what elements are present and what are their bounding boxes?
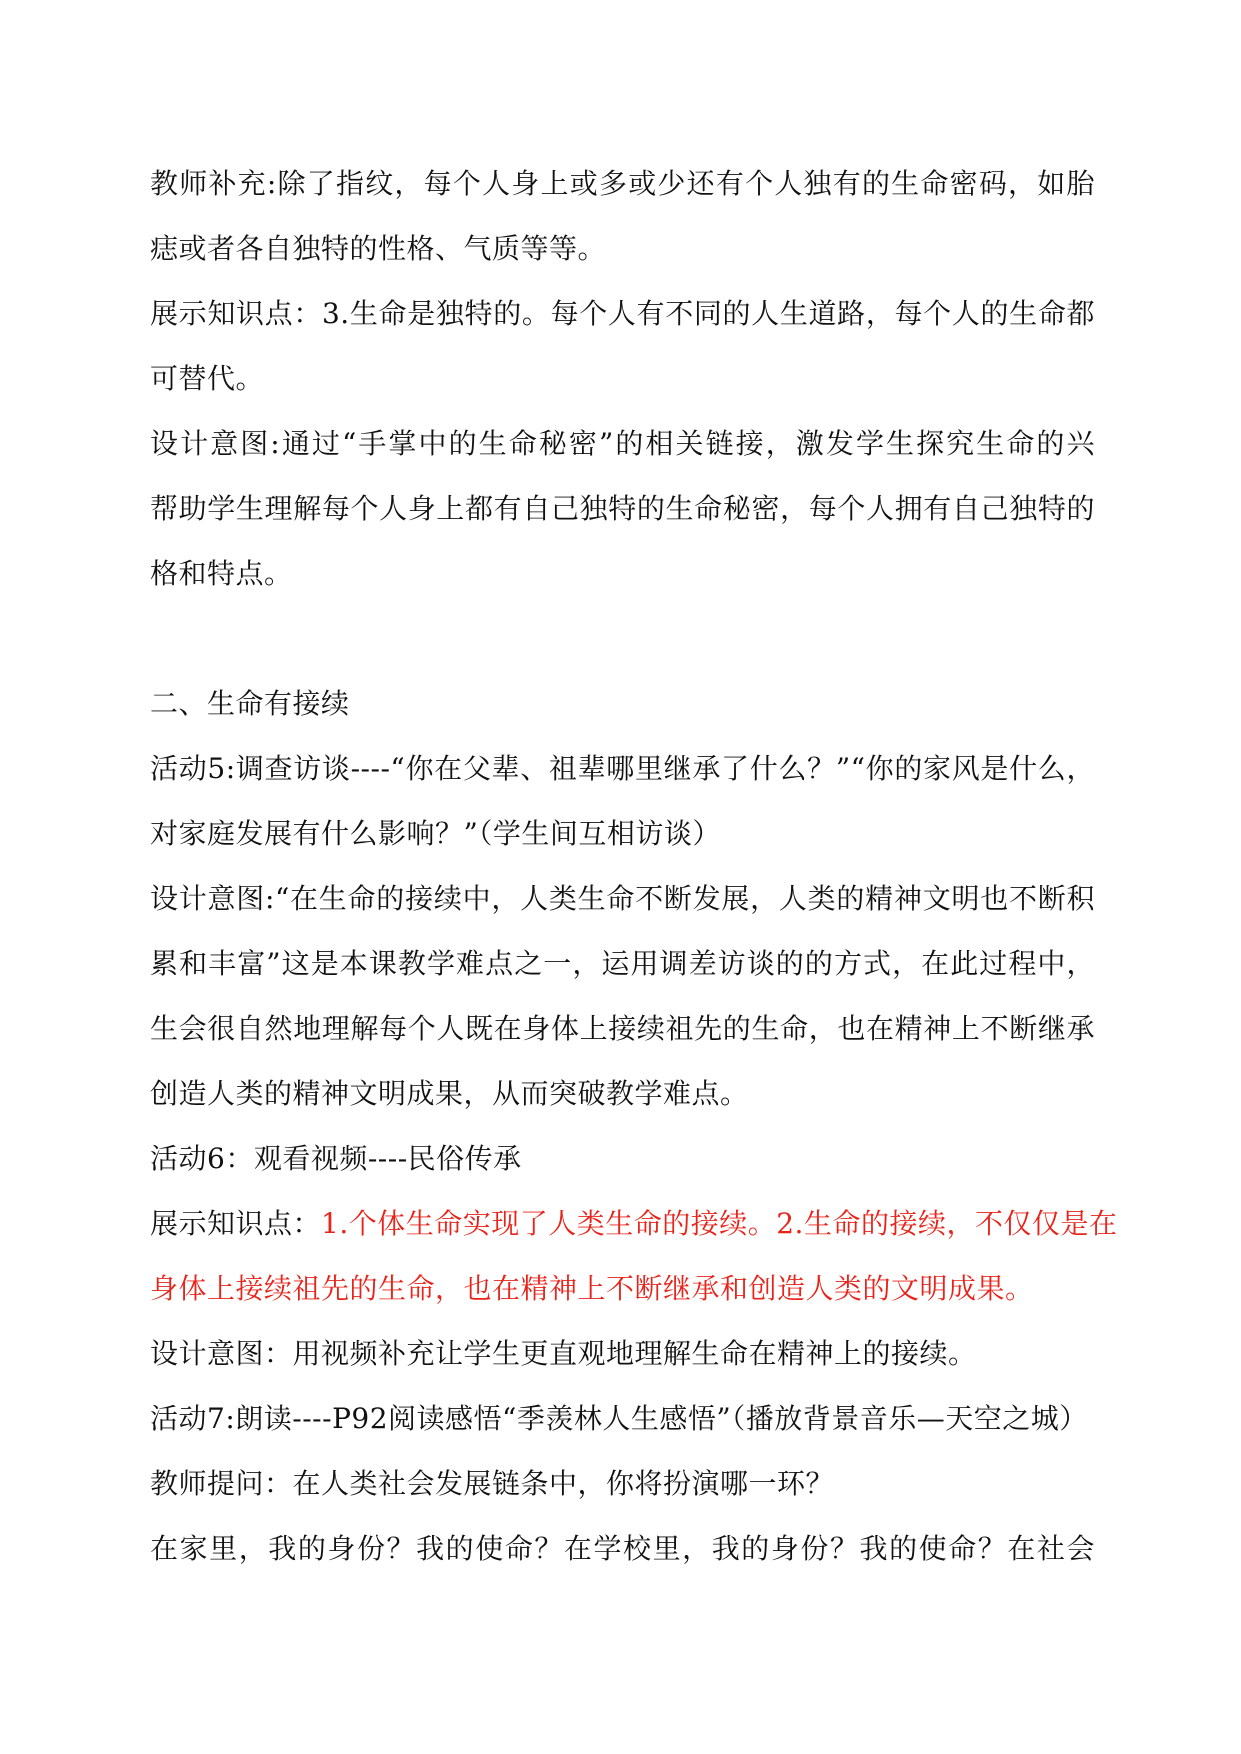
design-intent-2-line-2: 累和丰富”这是本课教学难点之一，运用调差访谈的的方式，在此过程中， xyxy=(150,947,1095,980)
knowledge-point-highlight-1: 1.个体生命实现了人类生命的接续。2.生命的接续，不仅仅是在 xyxy=(321,1207,1118,1240)
identity-mission-line: 在家里，我的身份？我的使命？在学校里，我的身份？我的使命？在社会 xyxy=(150,1532,1095,1565)
design-intent-2-line-4: 创造人类的精神文明成果，从而突破教学难点。 xyxy=(150,1077,749,1110)
activity-6: 活动6：观看视频----民俗传承 xyxy=(150,1142,522,1175)
teacher-question: 教师提问：在人类社会发展链条中，你将扮演哪一环？ xyxy=(150,1467,835,1500)
knowledge-point-highlight-2: 身体上接续祖先的生命，也在精神上不断继承和创造人类的文明成果。 xyxy=(150,1272,1034,1305)
activity-5-line-1: 活动5:调查访谈----“你在父辈、祖辈哪里继承了什么？”“你的家风是什么， xyxy=(150,752,1095,785)
section-heading-2: 二、生命有接续 xyxy=(150,687,350,720)
design-intent-1-line-1: 设计意图:通过“手掌中的生命秘密”的相关链接，激发学生探究生命的兴 xyxy=(150,427,1095,460)
section-spacer xyxy=(150,610,1095,675)
knowledge-point-label: 展示知识点： xyxy=(150,1207,322,1240)
knowledge-point-3-line-1: 展示知识点：3.生命是独特的。每个人有不同的人生道路，每个人的生命都 xyxy=(150,297,1095,330)
paragraph-teacher-supplement-line-2: 痣或者各自独特的性格、气质等等。 xyxy=(150,232,607,265)
activity-7: 活动7:朗读----P92阅读感悟“季羡林人生感悟”（播放背景音乐—天空之城） xyxy=(150,1402,1088,1435)
design-intent-2-line-1: 设计意图:“在生命的接续中，人类生命不断发展，人类的精神文明也不断积 xyxy=(150,882,1095,915)
paragraph-teacher-supplement-line-1: 教师补充:除了指纹，每个人身上或多或少还有个人独有的生命密码，如胎 xyxy=(150,167,1095,200)
activity-5-line-2: 对家庭发展有什么影响？”（学生间互相访谈） xyxy=(150,817,721,850)
design-intent-3: 设计意图：用视频补充让学生更直观地理解生命在精神上的接续。 xyxy=(150,1337,977,1370)
document-body xyxy=(150,155,1118,1585)
design-intent-1-line-3: 格和特点。 xyxy=(150,557,293,590)
design-intent-1-line-2: 帮助学生理解每个人身上都有自己独特的生命秘密，每个人拥有自己独特的 xyxy=(150,492,1095,525)
knowledge-point-continuation-line-1 xyxy=(150,1195,1118,1260)
knowledge-point-3-line-2: 可替代。 xyxy=(150,362,265,395)
design-intent-2-line-3: 生会很自然地理解每个人既在身体上接续祖先的生命，也在精神上不断继承 xyxy=(150,1012,1095,1045)
